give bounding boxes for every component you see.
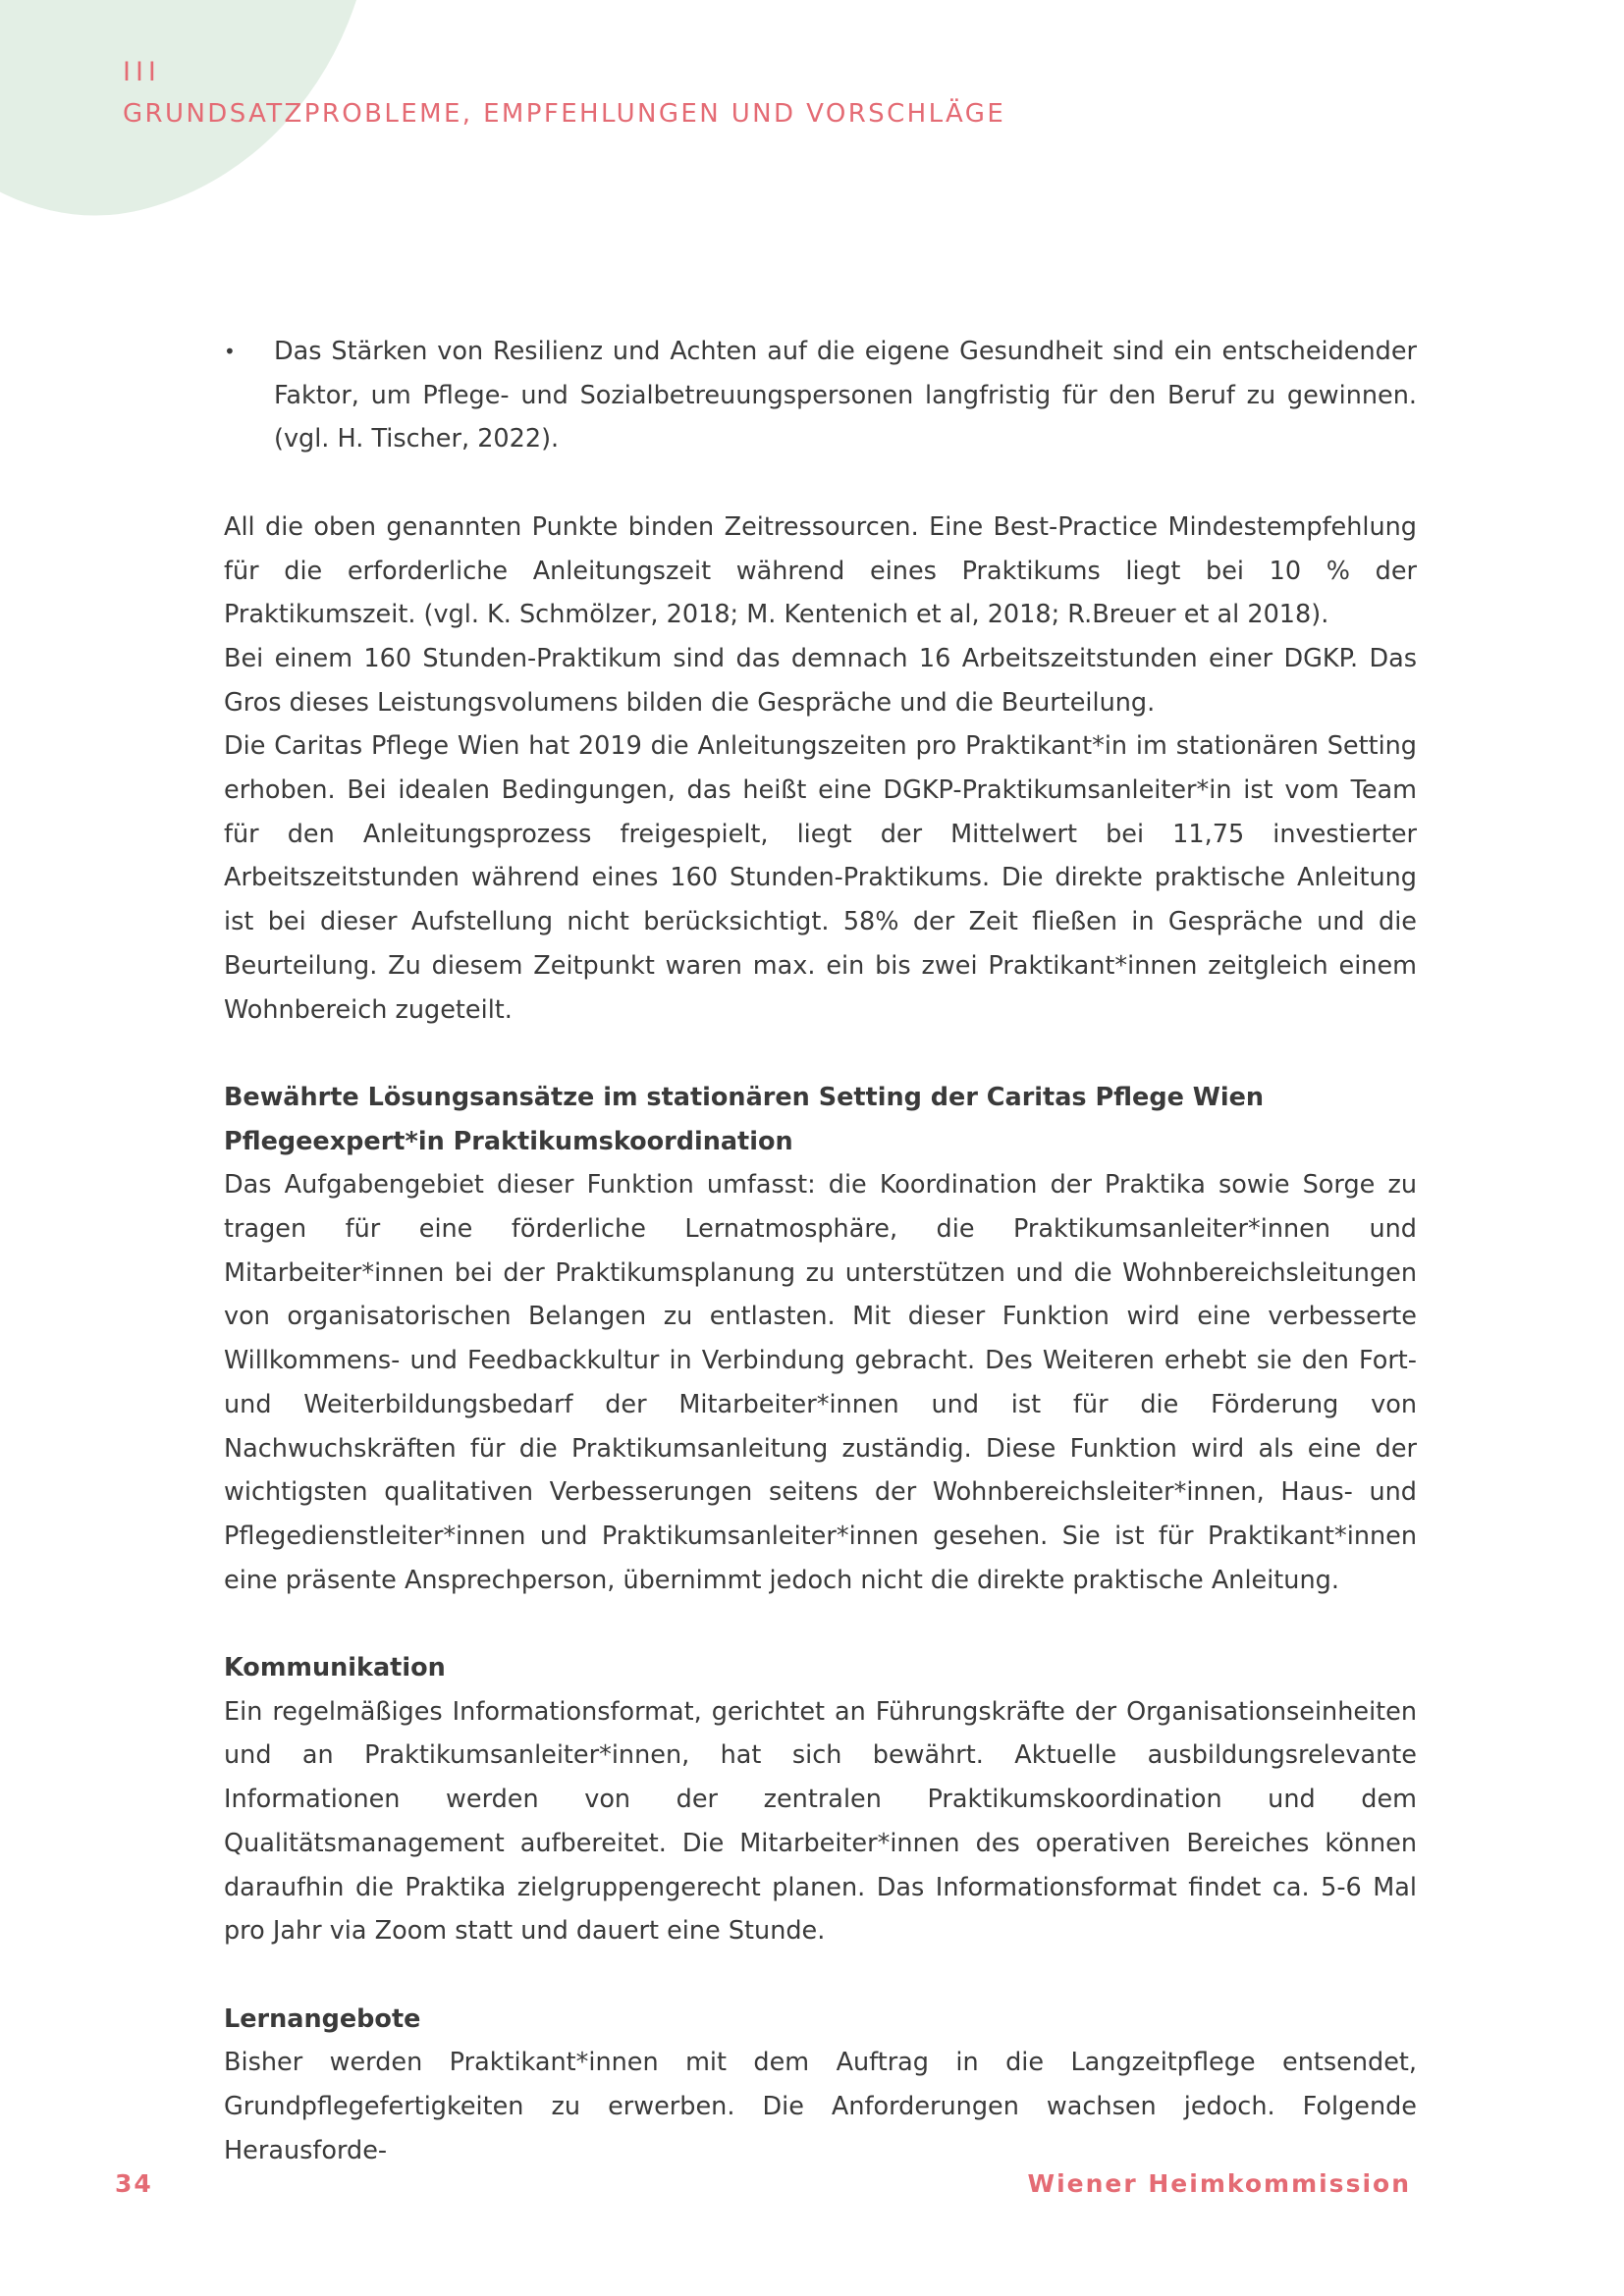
heading-coordination: Pflegeexpert*in Praktikumskoordination xyxy=(224,1126,793,1156)
chapter-title: GRUNDSATZPROBLEME, EMPFEHLUNGEN UND VORSCHLÄGE xyxy=(123,99,1006,129)
paragraph-learning-offers: Bisher werden Praktikant*innen mit dem Auftrag in die Langzeitpflege entsendet, Grundpflegefertigkeiten zu erwerben. Die Anforderungen wachsen jedoch. Folgende Herausforde- xyxy=(224,2048,1417,2165)
page-body xyxy=(224,330,1417,2172)
heading-solutions: Bewährte Lösungsansätze im stationären Setting der Caritas Pflege Wien xyxy=(224,1082,1265,1112)
paragraph-caritas-survey: Die Caritas Pflege Wien hat 2019 die Anleitungszeiten pro Praktikant*in im stationären Setting erhoben. Bei idealen Bedingungen, das heißt eine DGKP-Praktikumsanleiter*in ist vom Team für den Anleitungsprozess freigespielt, liegt der Mittelwert bei 11,75 investierter Arbeitszeitstunden während eines 160 Stunden-Praktikums. Die direkte praktische Anleitung ist bei dieser Aufstellung nicht berücksichtigt. 58% der Zeit fließen in Gespräche und die Beurteilung. Zu diesem Zeitpunkt waren max. ein bis zwei Praktikant*innen zeitgleich einem Wohnbereich zugeteilt. xyxy=(224,731,1417,1025)
footer-publisher: Wiener Heimkommission xyxy=(1027,2169,1411,2198)
paragraph-best-practice: All die oben genannten Punkte binden Zeitressourcen. Eine Best-Practice Mindestempfehlung für die erforderliche Anleitungszeit während eines Praktikums liegt bei 10 % der Praktikumszeit. (vgl. K. Schmölzer, 2018; M. Kentenich et al, 2018; R.Breuer et al 2018). xyxy=(224,511,1417,630)
bullet-icon: • xyxy=(224,340,236,363)
decorative-leaf-shape xyxy=(0,0,451,266)
paragraph-communication: Ein regelmäßiges Informationsformat, gerichtet an Führungskräfte der Organisationseinheiten und an Praktikumsanleiter*innen, hat sich bewährt. Aktuelle ausbildungsrelevante Informationen werden von der zentralen Praktikumskoordination und dem Qualitätsmanagement aufbereitet. Die Mitarbeiter*innen des operativen Bereiches können daraufhin die Praktika zielgruppengerecht planen. Das Informationsformat findet ca. 5-6 Mal pro Jahr via Zoom statt und dauert eine Stunde. xyxy=(224,1696,1417,1947)
chapter-number: III xyxy=(123,57,161,87)
paragraph-coordination: Das Aufgabengebiet dieser Funktion umfasst: die Koordination der Praktika sowie Sorge zu tragen für eine förderliche Lernatmosphäre, die Praktikumsanleiter*innen und Mitarbeiter*innen bei der Praktikumsplanung zu unterstützen und die Wohnbereichsleitungen von organisatorischen Belangen zu entlasten. Mit dieser Funktion wird eine verbesserte Willkommens- und Feedbackkultur in Verbindung gebracht. Des Weiteren erhebt sie den Fort- und Weiterbildungsbedarf der Mitarbeiter*innen und ist für die Förderung von Nachwuchskräften für die Praktikumsanleitung zuständig. Diese Funktion wird als eine der wichtigsten qualitativen Verbesserungen seitens der Wohnbereichsleiter*innen, Haus- und Pflegedienstleiter*innen und Praktikumsanleiter*innen gesehen. Sie ist für Praktikant*innen eine präsente Ansprechperson, übernimmt jedoch nicht die direkte praktische Anleitung. xyxy=(224,1170,1417,1595)
paragraph-160-hours: Bei einem 160 Stunden-Praktikum sind das demnach 16 Arbeitszeitstunden einer DGKP. Das Gros dieses Leistungsvolumens bilden die Gespräche und die Beurteilung. xyxy=(224,643,1417,718)
heading-communication: Kommunikation xyxy=(224,1653,446,1683)
heading-learning-offers: Lernangebote xyxy=(224,2003,421,2034)
page-number: 34 xyxy=(115,2169,153,2198)
bullet-item xyxy=(224,330,1417,461)
bullet-text: Das Stärken von Resilienz und Achten auf die eigene Gesundheit sind ein entscheidender Faktor, um Pflege- und Sozialbetreuungspersonen langfristig für den Beruf zu gewinnen. (vgl. H. Tischer, 2022). xyxy=(274,337,1417,454)
